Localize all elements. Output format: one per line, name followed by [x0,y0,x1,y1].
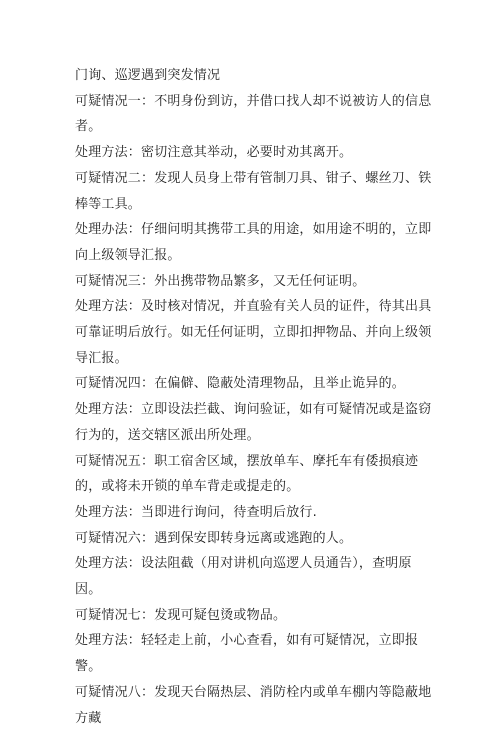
paragraph-situation-6: 可疑情况六：遇到保安即转身远离或逃跑的人。 [75,530,353,546]
paragraph-method-5: 处理方法：当即进行询问，待查明后放行. [75,504,317,520]
paragraph-method-3: 处理方法：及时核对情况，并直验有关人员的证件，待其出具可靠证明后放行。如无任何证明，立即扣押物品、并向上级领导汇报。 [75,299,432,366]
paragraph-situation-3: 可疑情况三：外出携带物品繁多，又无任何证明。 [75,273,366,289]
paragraph-method-2: 处理办法：仔细问明其携带工具的用途，如用途不明的，立即向上级领导汇报。 [75,222,432,263]
paragraph-situation-8: 可疑情况八：发现天台隔热层、消防栓内或单车棚内等隐蔽地方藏 [75,684,432,726]
paragraph-situation-1: 可疑情况一：不明身份到访，并借口找人却不说被访人的信息者。 [75,93,432,135]
paragraph-method-1: 处理方法：密切注意其举动，必要时劝其离开。 [75,145,353,161]
paragraph-method-7: 处理方法：轻轻走上前，小心查看，如有可疑情况，立即报警。 [75,633,419,675]
document-heading: 门询、巡逻遇到突发情况 [75,68,221,83]
document-body [75,63,437,731]
paragraph-situation-5: 可疑情况五：职工宿舍区域，摆放单车、摩托车有倭损痕迹的，或将未开锁的单车背走或提走的。 [75,453,419,495]
paragraph-situation-4: 可疑情况四：在偏僻、隐蔽处清理物品，且举止诡异的。 [75,376,406,392]
paragraph-method-4: 处理方法：立即设法拦截、询问验证，如有可疑情况或是盗窃行为的，送交辖区派出所处理。 [75,402,432,443]
paragraph-method-6: 处理方法：设法阻截（用对讲机向巡逻人员通告），查明原因。 [75,556,412,598]
paragraph-situation-7: 可疑情况七：发现可疑包烫或物品。 [75,607,287,623]
paragraph-situation-2: 可疑情况二：发现人员身上带有管制刀具、钳子、螺丝刀、铁棒等工具。 [75,170,432,212]
